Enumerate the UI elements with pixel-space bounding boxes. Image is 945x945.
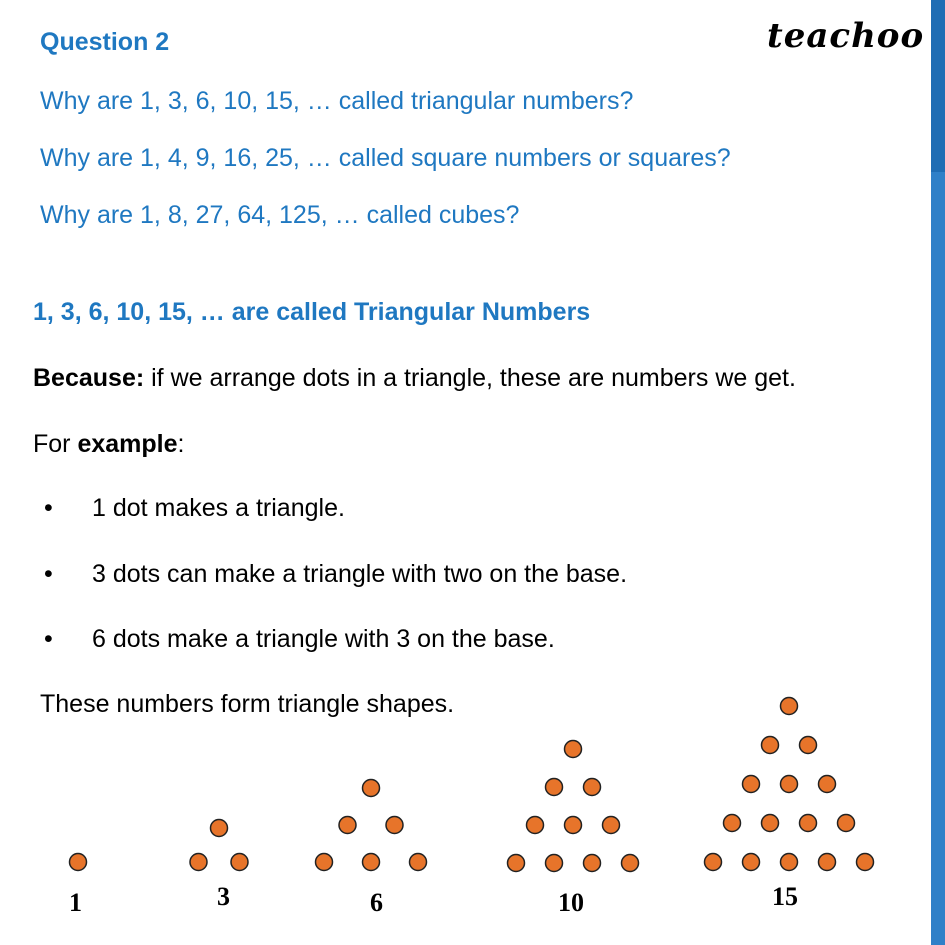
question-line-3: Why are 1, 8, 27, 64, 125, … called cubes?: [40, 201, 520, 229]
sidebar-accent-bar-top: [931, 0, 945, 172]
dot-triangle-15-r5-3: [781, 854, 798, 871]
dot-triangle-10-r3-3: [603, 817, 620, 834]
example-suffix: :: [177, 430, 185, 458]
dot-triangle-15-r4-2: [762, 815, 779, 832]
dot-triangle-15-r5-1: [705, 854, 722, 871]
triangle-label-1: 1: [69, 888, 82, 917]
example-bold: example: [77, 430, 178, 458]
dot-triangle-15-r5-2: [743, 854, 760, 871]
dot-triangle-10-r2-1: [546, 779, 563, 796]
dot-triangle-10-r4-4: [622, 855, 639, 872]
dot-triangle-6-r2-2: [386, 817, 403, 834]
dot-triangle-15-r5-5: [857, 854, 874, 871]
bullet-item-2: 3 dots can make a triangle with two on the base.: [92, 560, 628, 588]
because-label: Because:: [33, 364, 145, 392]
teachoo-logo: teachoo: [767, 16, 925, 56]
question-line-2: Why are 1, 4, 9, 16, 25, … called square numbers or squares?: [40, 144, 731, 172]
dot-triangle-15-r1-1: [781, 698, 798, 715]
dot-triangle-15-r2-2: [800, 737, 817, 754]
triangle-label-15: 15: [772, 882, 798, 911]
dot-triangle-6-r3-1: [316, 854, 333, 871]
triangle-label-6: 6: [370, 888, 383, 917]
dot-triangle-3-r2-1: [190, 854, 207, 871]
dot-triangle-10-r3-2: [565, 817, 582, 834]
dot-triangle-10-r4-1: [508, 855, 525, 872]
bullet-marker-1: •: [44, 494, 53, 522]
dot-triangle-15-r2-1: [762, 737, 779, 754]
dot-triangle-10-r4-2: [546, 855, 563, 872]
dot-triangle-6-r3-2: [363, 854, 380, 871]
dot-triangle-15-r3-1: [743, 776, 760, 793]
question-title: Question 2: [40, 28, 170, 56]
dot-triangle-15-r4-3: [800, 815, 817, 832]
triangle-label-10: 10: [558, 888, 584, 917]
dot-triangle-6-r2-1: [339, 817, 356, 834]
triangle-label-3: 3: [217, 882, 230, 911]
dot-triangle-3-r1-1: [211, 820, 228, 837]
dot-triangle-10-r1-1: [565, 741, 582, 758]
question-line-1: Why are 1, 3, 6, 10, 15, … called triangular numbers?: [40, 87, 634, 115]
dot-triangle-3-r2-2: [231, 854, 248, 871]
bullet-marker-3: •: [44, 625, 53, 653]
answer-heading: 1, 3, 6, 10, 15, … are called Triangular Numbers: [33, 298, 591, 326]
dot-triangle-15-r4-1: [724, 815, 741, 832]
dot-triangle-15-r3-2: [781, 776, 798, 793]
dot-triangle-15-r4-4: [838, 815, 855, 832]
dot-triangle-10-r4-3: [584, 855, 601, 872]
example-prefix: For: [33, 430, 78, 458]
dot-triangle-15-r3-3: [819, 776, 836, 793]
dot-triangle-6-r1-1: [363, 780, 380, 797]
bullet-marker-2: •: [44, 560, 53, 588]
dot-triangle-1-r1-1: [70, 854, 87, 871]
bullet-item-1: 1 dot makes a triangle.: [92, 494, 345, 522]
dot-triangle-15-r5-4: [819, 854, 836, 871]
dot-triangle-10-r2-2: [584, 779, 601, 796]
conclusion-text: These numbers form triangle shapes.: [40, 690, 455, 718]
dot-triangle-10-r3-1: [527, 817, 544, 834]
because-text: if we arrange dots in a triangle, these are numbers we get.: [144, 364, 796, 392]
dot-triangle-6-r3-3: [410, 854, 427, 871]
bullet-item-3: 6 dots make a triangle with 3 on the base.: [92, 625, 555, 653]
